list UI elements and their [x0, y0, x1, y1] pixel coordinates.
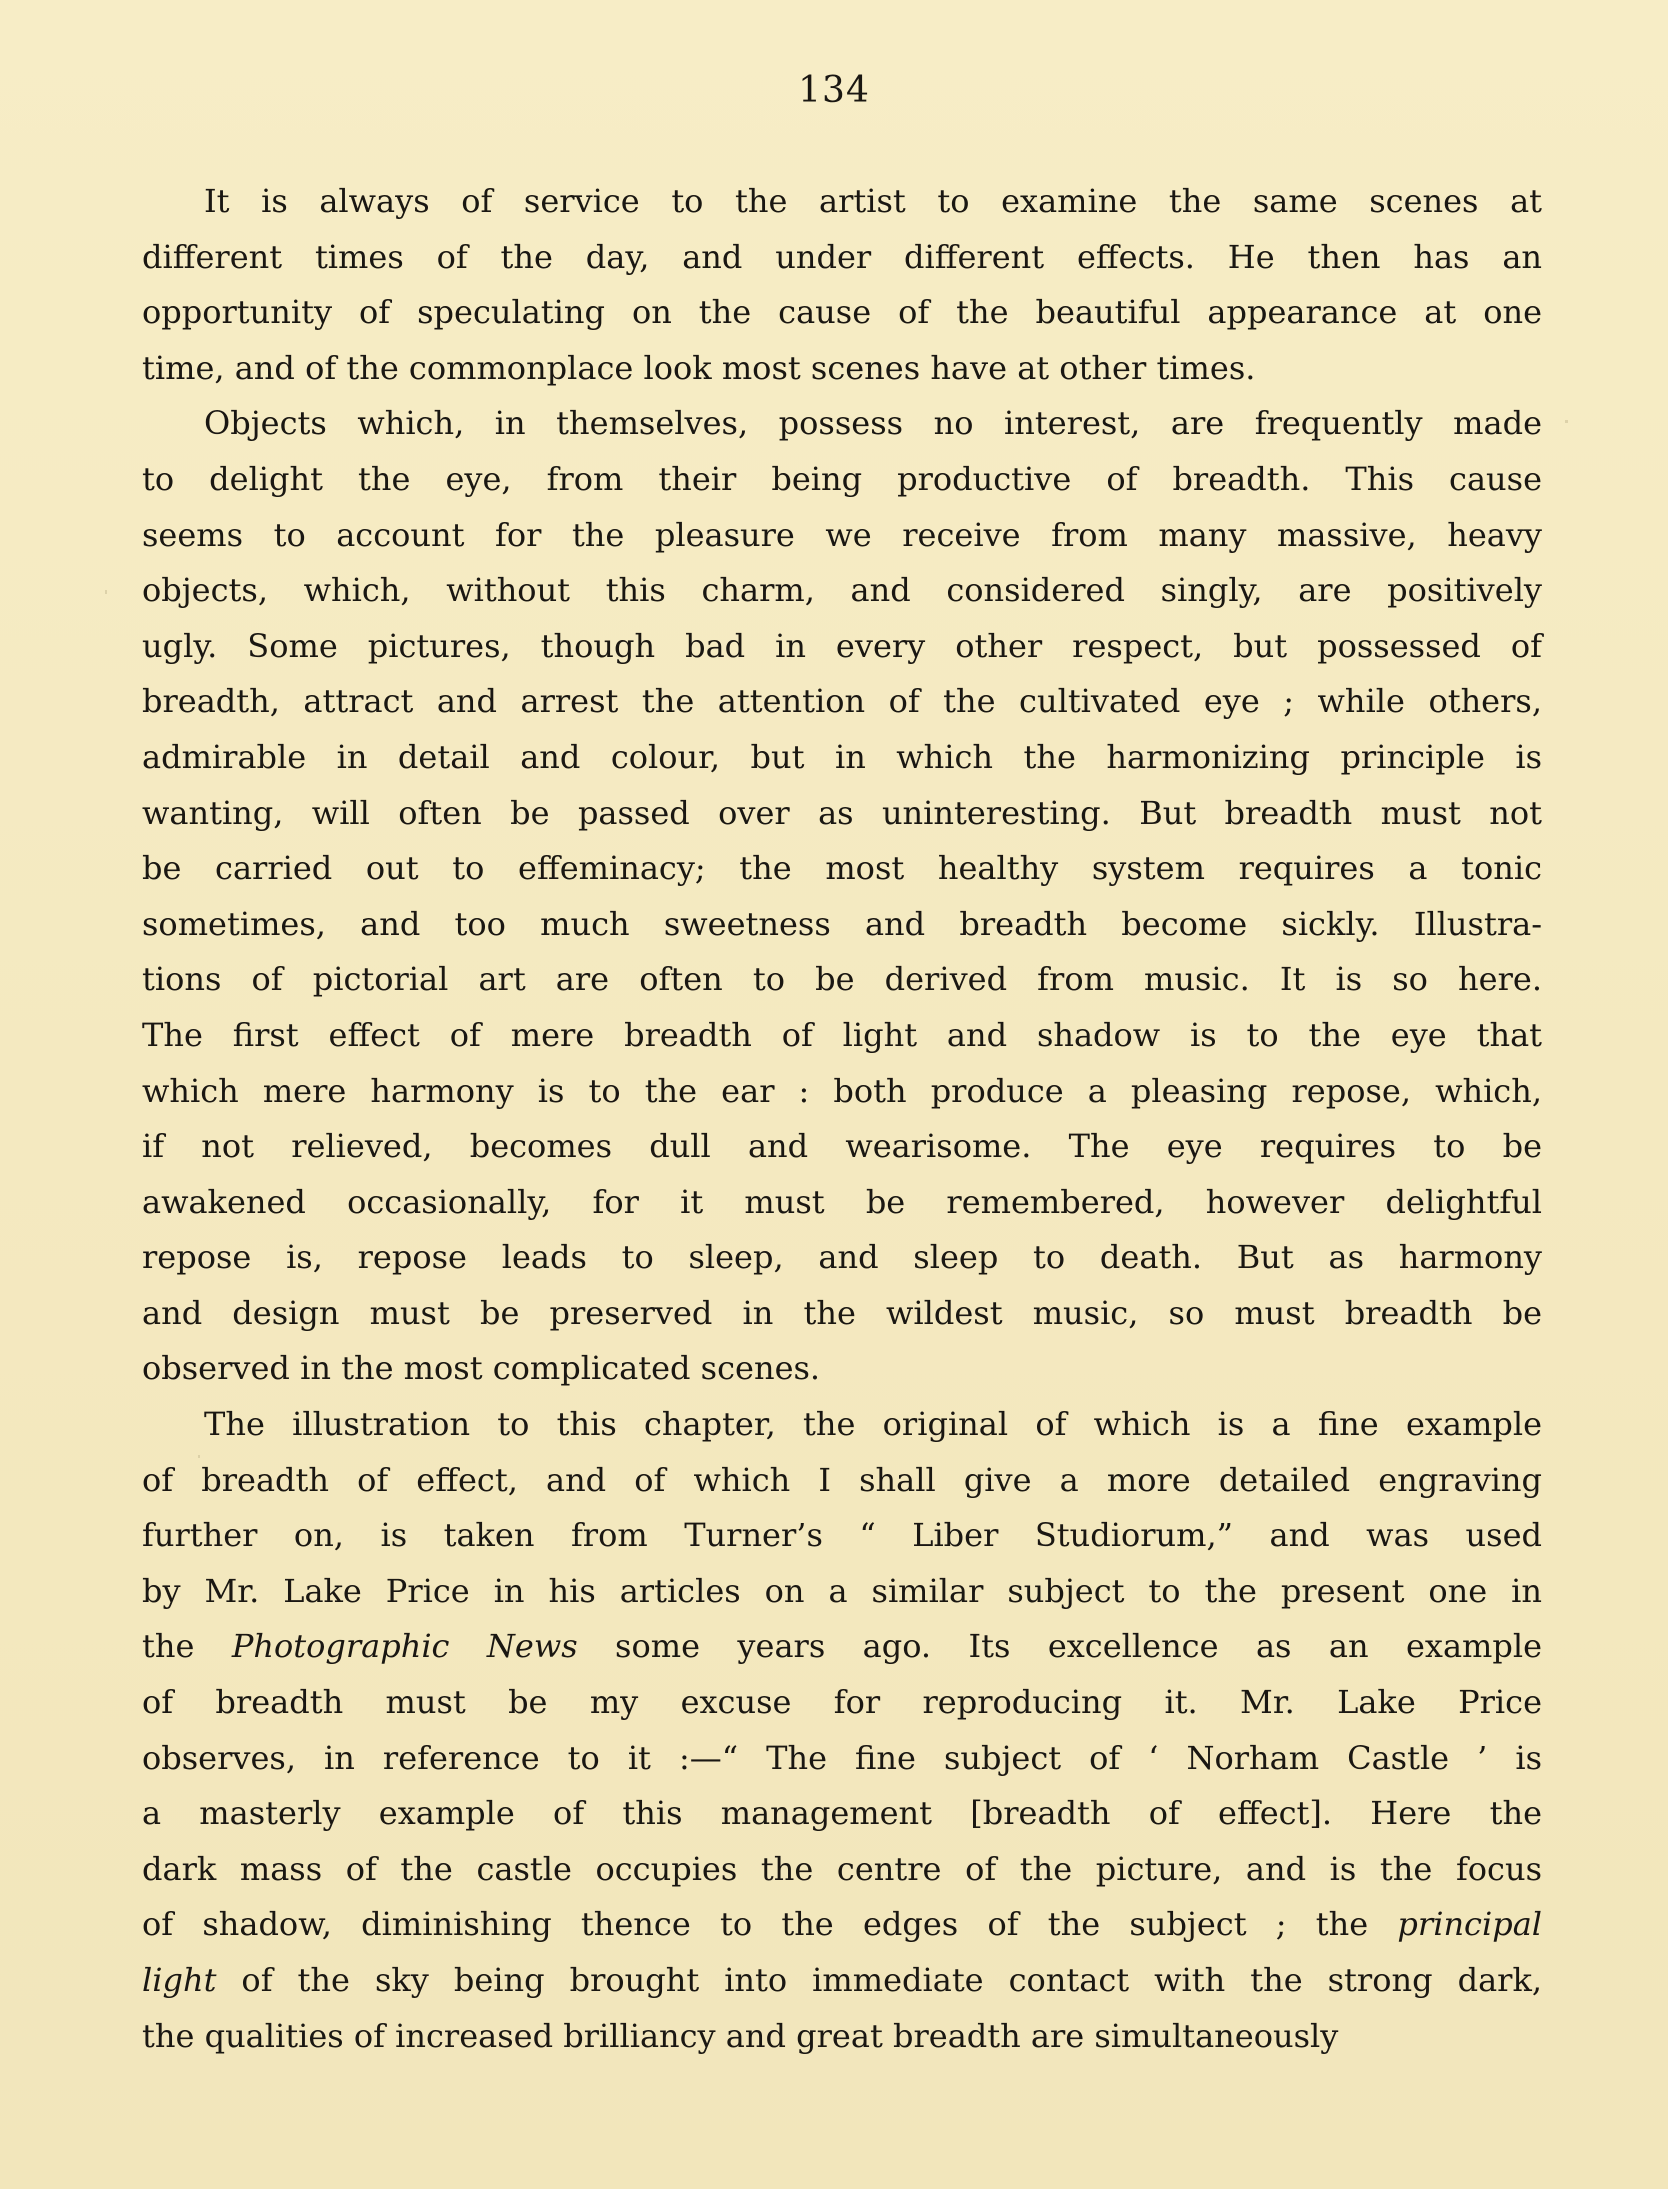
text-line: Objects which, in themselves, possess no interest, are frequently made — [204, 404, 1542, 443]
text-line: by Mr. Lake Price in his articles on a similar subject to the present one in — [142, 1571, 1542, 1610]
text-line: of breadth must be my excuse for reproducing it. Mr. Lake Price — [142, 1683, 1542, 1722]
text-line: repose is, repose leads to sleep, and sleep to death. But as harmony — [142, 1238, 1542, 1277]
text-line: breadth, attract and arrest the attention of the cultivated eye ; while others, — [142, 682, 1542, 721]
text-line: the qualities of increased brilliancy and great breadth are simultaneously — [142, 2016, 1339, 2055]
text-line — [142, 1619, 1542, 1675]
text-line: sometimes, and too much sweetness and breadth become sickly. Illustra- — [142, 904, 1542, 943]
text-line: different times of the day, and under different effects. He then has an — [142, 237, 1542, 276]
text-line: The illustration to this chapter, the original of which is a fine example — [204, 1405, 1542, 1444]
text-line: opportunity of speculating on the cause of the beautiful appearance at one — [142, 293, 1542, 332]
text-line: observed in the most complicated scenes. — [142, 1349, 821, 1388]
text-line: if not relieved, becomes dull and wearisome. The eye requires to be — [142, 1127, 1542, 1166]
italic-text: light — [142, 1961, 217, 1999]
text-line: The first effect of mere breadth of light and shadow is to the eye that — [142, 1015, 1542, 1054]
text-line: a masterly example of this management [breadth of effect]. Here the — [142, 1794, 1542, 1833]
page-speck — [198, 1455, 200, 1458]
page-speck — [105, 590, 107, 594]
text-segment: of shadow, diminishing thence to the edges of the subject ; the — [142, 1905, 1398, 1944]
italic-text: principal — [1397, 1905, 1542, 1944]
page-speck — [1565, 420, 1568, 423]
text-line — [142, 1953, 1542, 2009]
text-line: admirable in detail and colour, but in which the harmonizing principle is — [142, 737, 1542, 776]
paragraph — [142, 1397, 1542, 2064]
paragraph — [142, 396, 1542, 1397]
page-number: 134 — [798, 70, 870, 111]
paragraph — [142, 174, 1542, 396]
body-text — [142, 174, 1542, 2064]
text-line: dark mass of the castle occupies the centre of the picture, and is the focus — [142, 1849, 1542, 1888]
text-line: further on, is taken from Turner’s “ Liber Studiorum,” and was used — [142, 1516, 1542, 1555]
text-line: which mere harmony is to the ear : both produce a pleasing repose, which, — [142, 1071, 1542, 1110]
text-line: tions of pictorial art are often to be derived from music. It is so here. — [142, 960, 1542, 999]
text-line: It is always of service to the artist to examine the same scenes at — [204, 182, 1542, 220]
text-line: and design must be preserved in the wildest music, so must breadth be — [142, 1293, 1542, 1332]
text-segment: of the sky being brought into immediate contact with the strong dark, — [216, 1961, 1542, 1999]
text-line: to delight the eye, from their being productive of breadth. This cause — [142, 459, 1542, 498]
text-segment: some years ago. Its excellence as an example — [577, 1627, 1543, 1666]
text-line: seems to account for the pleasure we receive from many massive, heavy — [142, 515, 1542, 554]
text-line: time, and of the commonplace look most scenes have at other times. — [142, 348, 1256, 387]
text-line: ugly. Some pictures, though bad in every other respect, but possessed of — [142, 626, 1542, 665]
text-line: awakened occasionally, for it must be remembered, however delightful — [142, 1182, 1542, 1221]
text-line: observes, in reference to it :—“ The fine subject of ‘ Norham Castle ’ is — [142, 1738, 1542, 1777]
text-line: wanting, will often be passed over as uninteresting. But breadth must not — [142, 793, 1542, 832]
text-line: objects, which, without this charm, and considered singly, are positively — [142, 571, 1542, 610]
text-segment: the — [142, 1627, 232, 1666]
text-line: of breadth of effect, and of which I shall give a more detailed engraving — [142, 1460, 1542, 1499]
text-line — [142, 1897, 1542, 1953]
text-line: be carried out to effeminacy; the most healthy system requires a tonic — [142, 849, 1542, 888]
italic-text: Photographic News — [231, 1627, 578, 1666]
